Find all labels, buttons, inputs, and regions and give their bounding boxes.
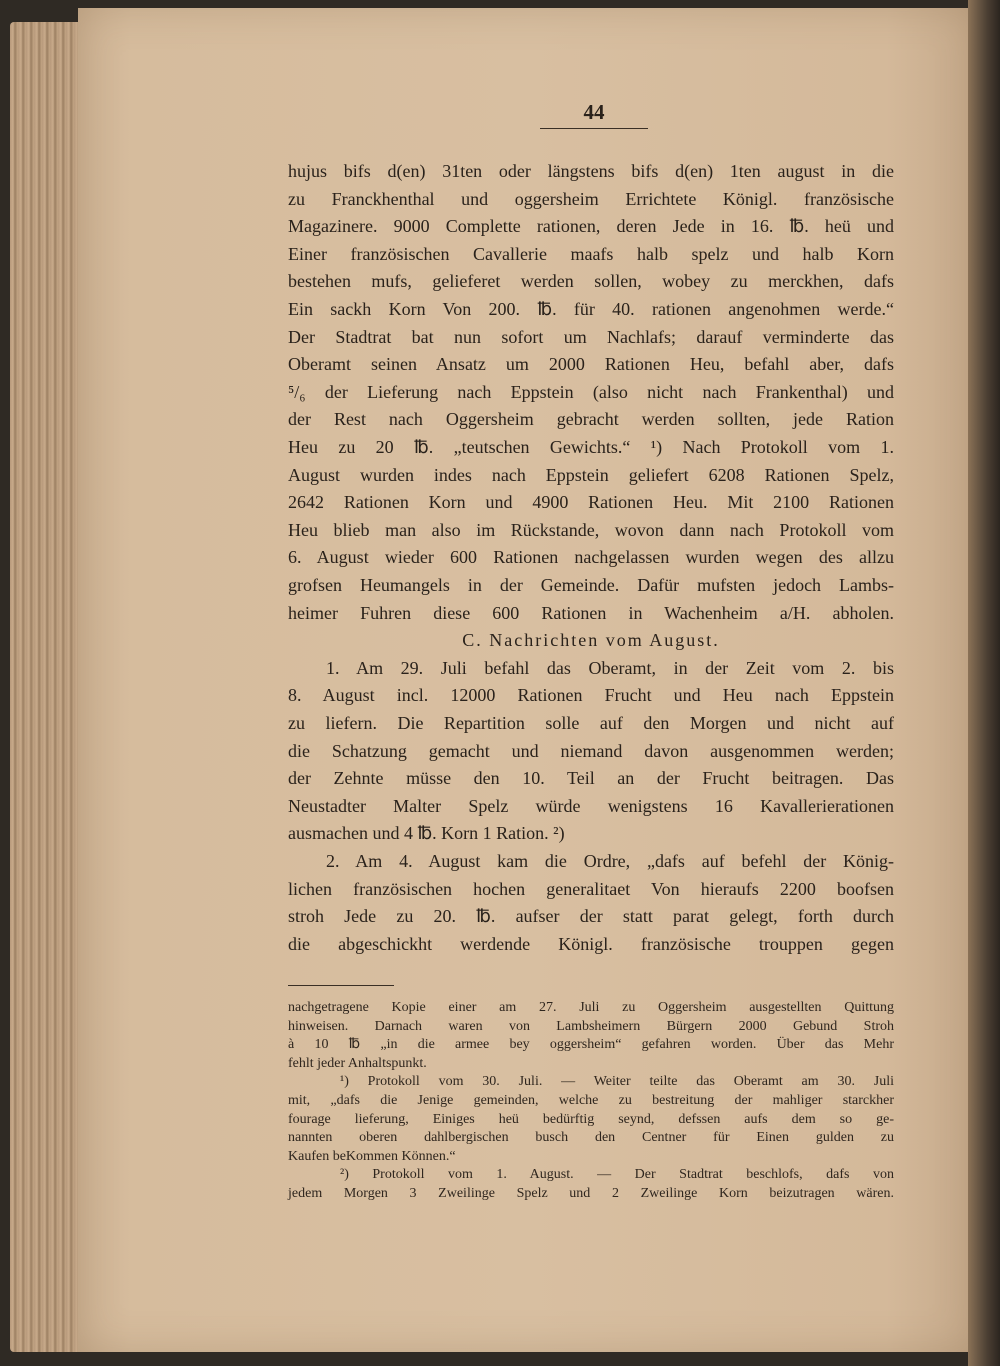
text-line: Oberamt seinen Ansatz um 2000 Rationen Heu, befahl aber, dafs bbox=[288, 354, 894, 375]
text-line: ausmachen und 4 ℔. Korn 1 Ration. ²) bbox=[288, 823, 565, 844]
text-line: Magazinere. 9000 Complette rationen, deren Jede in 16. ℔. heü und bbox=[288, 216, 894, 237]
footnote-line: mit, „dafs die Jenige gemeinden, welche zu bestreitung der mahliger starckher bbox=[288, 1093, 894, 1108]
text-line: 2642 Rationen Korn und 4900 Rationen Heu. Mit 2100 Rationen bbox=[288, 492, 894, 513]
text-line: bestehen mufs, gelieferet werden sollen, wobey zu merckhen, dafs bbox=[288, 271, 894, 292]
text-line: lichen französischen hochen generalitaet Von hieraufs 2200 boofsen bbox=[288, 878, 894, 899]
text-line: Ein sackh Korn Von 200. ℔. für 40. rationen angenohmen werde.“ bbox=[288, 299, 894, 319]
footnote-line: hinweisen. Darnach waren von Lambsheimern Bürgern 2000 Gebund Stroh bbox=[288, 1018, 894, 1034]
text-line: der Rest nach Oggersheim gebracht werden sollten, jede Ration bbox=[288, 409, 894, 430]
text-line: 6. August wieder 600 Rationen nachgelassen wurden wegen des allzu bbox=[288, 547, 894, 568]
text-line: Einer französischen Cavallerie maafs halb spelz und halb Korn bbox=[288, 243, 894, 264]
footnote-line: fourage lieferung, Einiges heü bedürftig seynd, defssen aufs dem so ge- bbox=[288, 1111, 894, 1127]
text-line: Neustadter Malter Spelz würde wenigstens 16 Kavallerierationen bbox=[288, 795, 894, 816]
text-line: zu liefern. Die Repartition solle auf den Morgen und nicht auf bbox=[288, 713, 894, 733]
text-line: heimer Fuhren diese 600 Rationen in Wachenheim a/H. abholen. bbox=[288, 602, 894, 623]
text-line: der Zehnte müsse den 10. Teil an der Frucht beitragen. Das bbox=[288, 768, 894, 789]
text-line: 8. August incl. 12000 Rationen Frucht und Heu nach Eppstein bbox=[288, 685, 894, 706]
text-line: ⁵/₆ der Lieferung nach Eppstein (also nicht nach Frankenthal) und bbox=[288, 381, 894, 402]
page-number: 44 bbox=[583, 100, 605, 124]
text-line: August wurden indes nach Eppstein geliefert 6208 Rationen Spelz, bbox=[288, 464, 894, 485]
footnote-line: fehlt jeder Anhaltspunkt. bbox=[288, 1055, 427, 1071]
text-line: Der Stadtrat bat nun sofort um Nachlafs; darauf verminderte das bbox=[288, 326, 894, 347]
text-line: grofsen Heumangels in der Gemeinde. Dafür mufsten jedoch Lambs- bbox=[288, 575, 894, 595]
footnote-line: ¹) Protokoll vom 30. Juli. — Weiter teilte das Oberamt am 30. Juli bbox=[340, 1074, 894, 1090]
text-line: die Schatzung gemacht und niemand davon ausgenommen werden; bbox=[288, 740, 894, 761]
footnote-separator bbox=[288, 985, 394, 986]
footnote-line: nannten oberen dahlbergischen busch den Centner für Einen gulden zu bbox=[288, 1130, 894, 1146]
footnote-line: à 10 ℔ „in die armee bey oggersheim“ gefahren worden. Über das Mehr bbox=[288, 1037, 894, 1053]
text-line: 1. Am 29. Juli befahl das Oberamt, in der Zeit vom 2. bis bbox=[326, 657, 894, 678]
footnote-line: jedem Morgen 3 Zweilinge Spelz und 2 Zweilinge Korn beizutragen wären. bbox=[288, 1186, 894, 1201]
text-line: Heu zu 20 ℔. „teutschen Gewichts.“ ¹) Nach Protokoll vom 1. bbox=[288, 437, 894, 457]
footnote-line: nachgetragene Kopie einer am 27. Juli zu Oggersheim ausgestellten Quittung bbox=[288, 1000, 894, 1015]
text-line: die abgeschickht werdende Königl. französische trouppen gegen bbox=[288, 933, 894, 954]
book-gutter-shadow bbox=[968, 0, 1000, 1366]
text-line: Heu blieb man also im Rückstande, wovon dann nach Protokoll vom bbox=[288, 519, 894, 540]
text-line: stroh Jede zu 20. ℔. aufser der statt parat gelegt, forth durch bbox=[288, 906, 894, 927]
footnote-line: Kaufen beKommen Können.“ bbox=[288, 1148, 456, 1164]
text-line: zu Franckhenthal und oggersheim Errichtete Königl. französische bbox=[288, 188, 894, 209]
section-heading: C. Nachrichten vom August. bbox=[462, 630, 720, 651]
text-line: 2. Am 4. August kam die Ordre, „dafs auf befehl der König- bbox=[326, 851, 894, 871]
text-line: hujus bifs d(en) 31ten oder längstens bifs d(en) 1ten august in die bbox=[288, 161, 894, 181]
page-number-rule bbox=[540, 128, 648, 129]
footnote-line: ²) Protokoll vom 1. August. — Der Stadtrat beschlofs, dafs von bbox=[340, 1167, 894, 1183]
